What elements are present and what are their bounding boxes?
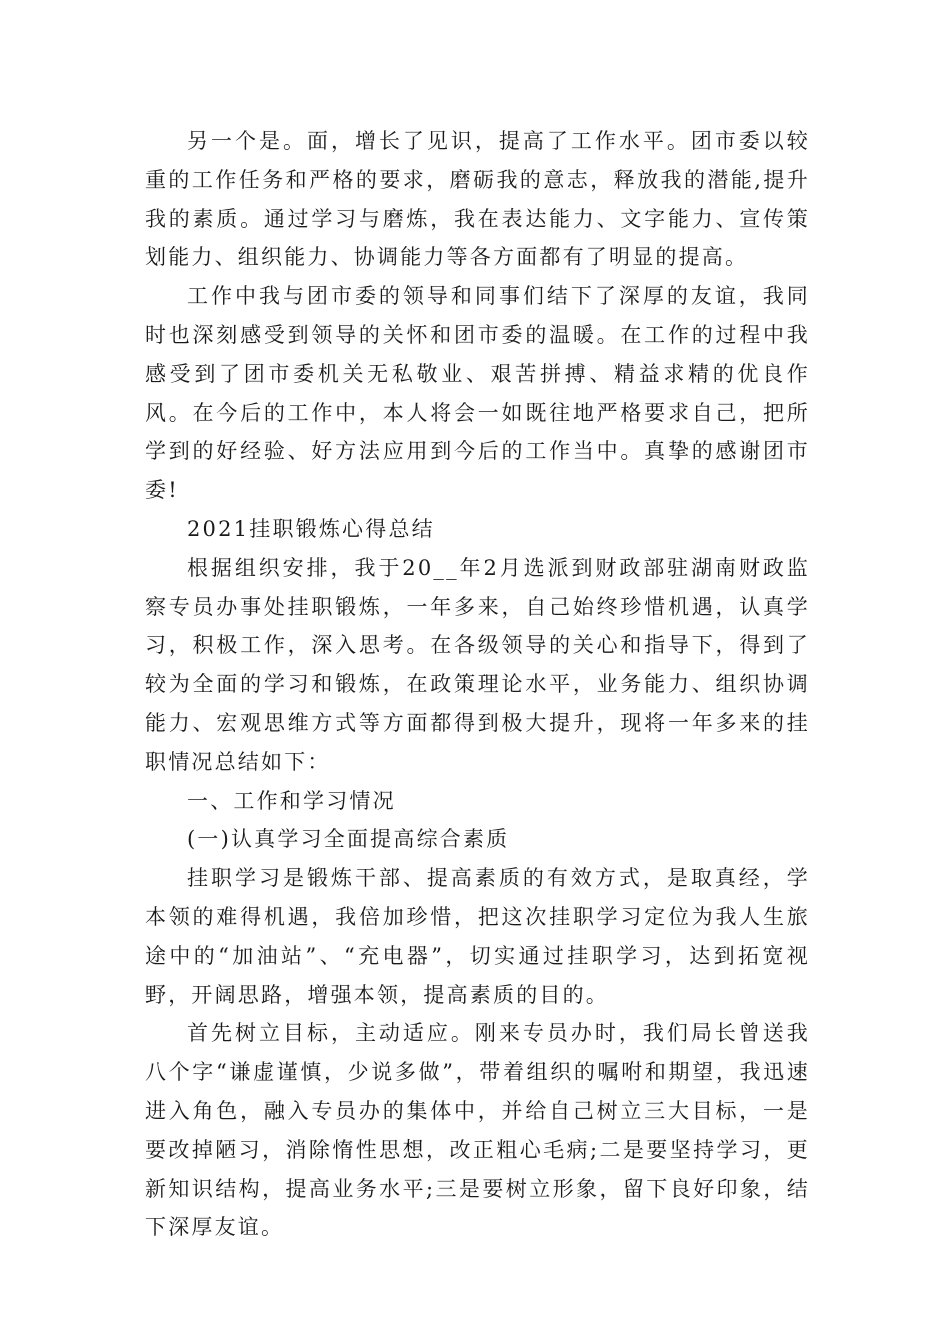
document-body: [145, 122, 810, 1247]
heading-work-and-study: 一、工作和学习情况: [187, 788, 396, 813]
paragraph-friendship-thanks: 工作中我与团市委的领导和同事们结下了深厚的友谊，我同时也深刻感受到领导的关怀和团市委的温暖。在工作的过程中我感受到了团市委机关无私敬业、艰苦拼搏、精益求精的优良作风。在今后的工作中，本人将会一如既往地严格要求自己，把所学到的好经验、好方法应用到今后的工作当中。真挚的感谢团市委!: [145, 284, 810, 503]
subheading-study-quality: (一)认真学习全面提高综合素质: [187, 827, 510, 852]
paragraph-introduction: 根据组织安排，我于20__年2月选派到财政部驻湖南财政监察专员办事处挂职锻炼，一年多来，自己始终珍惜机遇，认真学习，积极工作，深入思考。在各级领导的关心和指导下，得到了较为全面的学习和锻炼，在政策理论水平，业务能力、组织协调能力、宏观思维方式等方面都得到极大提升，现将一年多来的挂职情况总结如下：: [145, 555, 810, 774]
paragraph-summary-growth: 另一个是。面，增长了见识，提高了工作水平。团市委以较重的工作任务和严格的要求，磨砺我的意志，释放我的潜能,提升我的素质。通过学习与磨炼，我在表达能力、文字能力、宣传策划能力、组织能力、协调能力等各方面都有了明显的提高。: [145, 129, 810, 270]
paragraph-study-opportunity: 挂职学习是锻炼干部、提高素质的有效方式，是取真经，学本领的难得机遇，我倍加珍惜，把这次挂职学习定位为我人生旅途中的“加油站”、“充电器”，切实通过挂职学习，达到拓宽视野，开阔思路，增强本领，提高素质的目的。: [145, 866, 810, 1007]
section-title: 2021挂职锻炼心得总结: [187, 516, 435, 541]
paragraph-set-goals: 首先树立目标，主动适应。刚来专员办时，我们局长曾送我八个字“谦虚谨慎，少说多做”，带着组织的嘱咐和期望，我迅速进入角色，融入专员办的集体中，并给自己树立三大目标，一是要改掉陋习，消除惰性思想，改正粗心毛病;二是要坚持学习，更新知识结构，提高业务水平;三是要树立形象，留下良好印象，结下深厚友谊。: [145, 1021, 810, 1240]
